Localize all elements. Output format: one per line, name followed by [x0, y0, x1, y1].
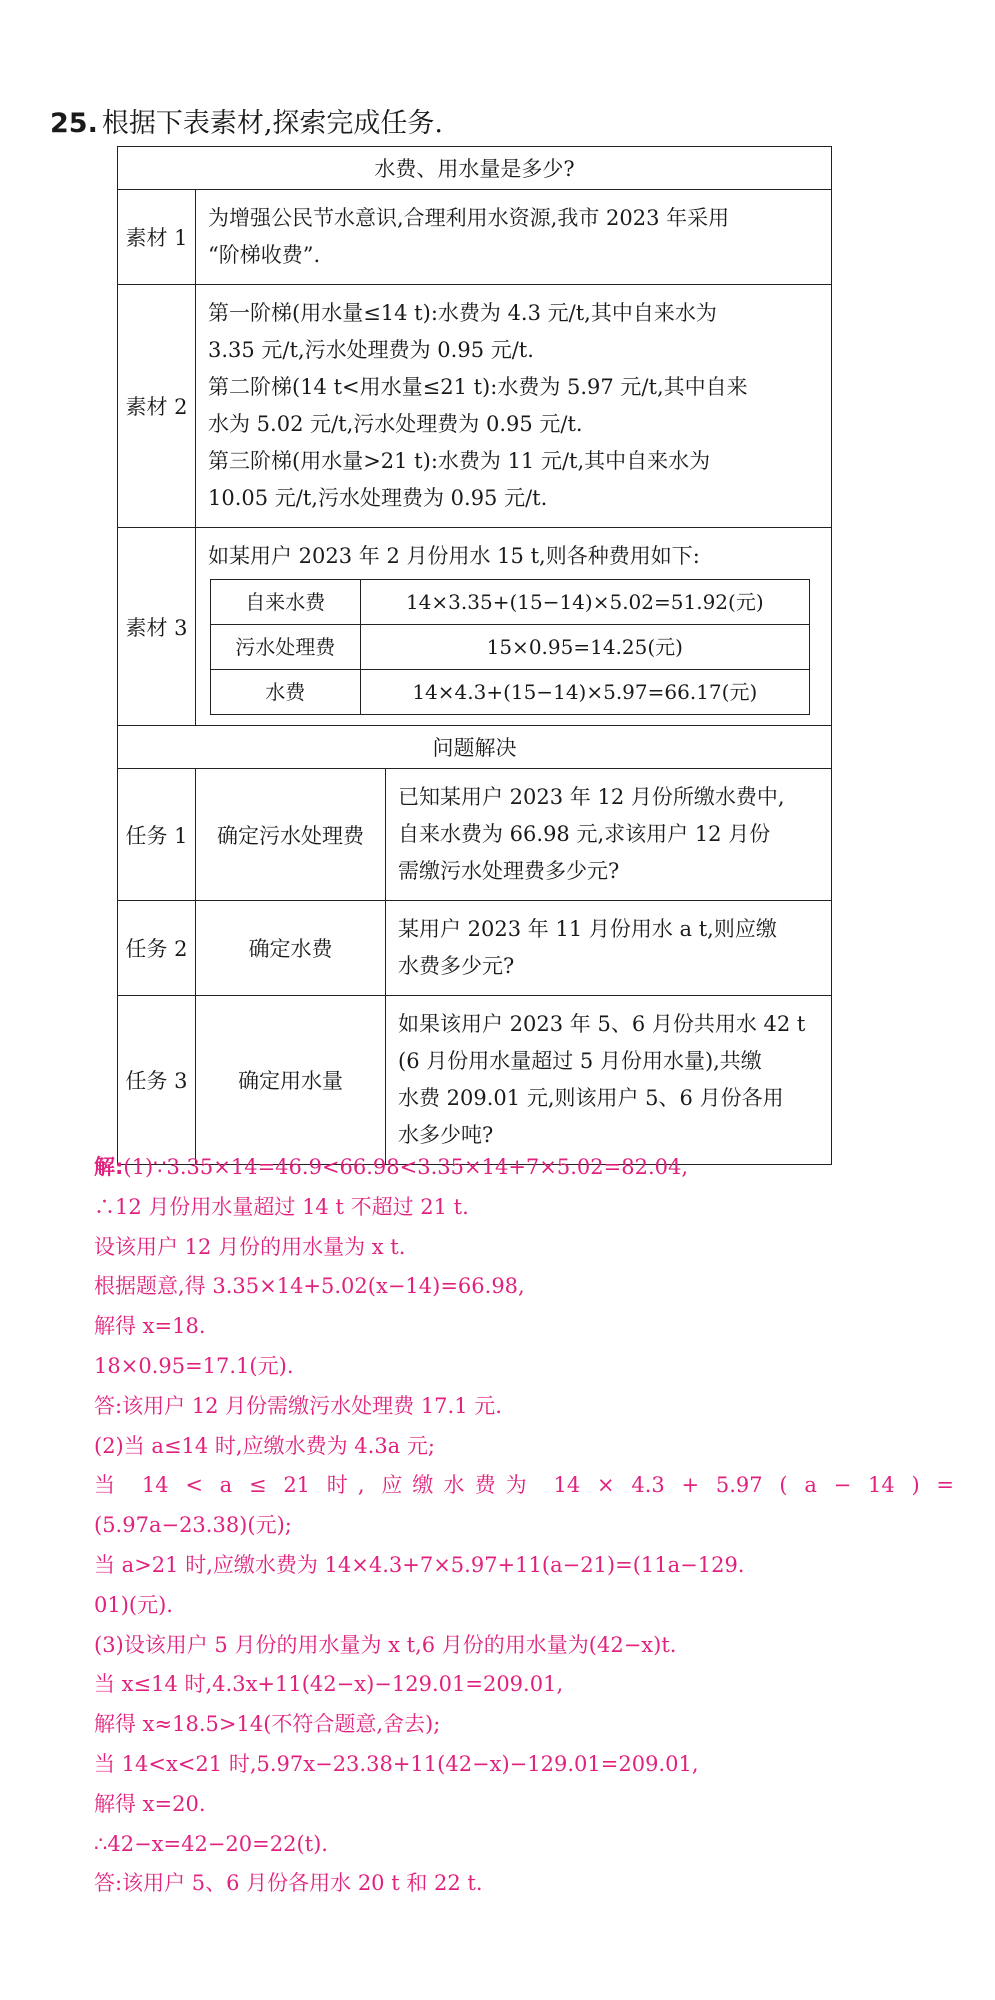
material-content-2	[196, 285, 832, 528]
task-label-2: 任务 2	[118, 901, 196, 996]
fee-name: 自来水费	[211, 580, 361, 625]
solution-line: 根据题意,得 3.35×14+5.02(x−14)=66.98,	[94, 1274, 525, 1299]
table-title: 水费、用水量是多少?	[118, 147, 832, 190]
task-name-3: 确定用水量	[196, 996, 386, 1165]
material-row-2	[118, 285, 832, 528]
solution-line: 答:该用户 5、6 月份各用水 20 t 和 22 t.	[94, 1871, 483, 1896]
material-2-line: 3.35 元/t,污水处理费为 0.95 元/t.	[208, 338, 534, 362]
material-2-line: 第一阶梯(用水量≤14 t):水费为 4.3 元/t,其中自来水为	[208, 301, 717, 325]
material-label-3: 素材 3	[118, 528, 196, 726]
fee-name: 污水处理费	[211, 625, 361, 670]
material-content-3	[196, 528, 832, 726]
task-3-line: 水多少吨?	[398, 1123, 494, 1147]
material-3-intro: 如某用户 2023 年 2 月份用水 15 t,则各种费用如下:	[208, 544, 700, 568]
solution-line: 解得 x=20.	[94, 1791, 206, 1816]
task-label-3: 任务 3	[118, 996, 196, 1165]
problem-header-row	[118, 726, 832, 769]
solution-line: 当 14<x<21 时,5.97x−23.38+11(42−x)−129.01=209.01,	[94, 1751, 699, 1776]
task-2-line: 水费多少元?	[398, 954, 515, 978]
task-3-line: (6 月份用水量超过 5 月份用水量),共缴	[398, 1049, 762, 1073]
fee-formula: 14×3.35+(15−14)×5.02=51.92(元)	[360, 580, 809, 625]
solution-line: (5.97a−23.38)(元);	[94, 1513, 292, 1538]
fee-name: 水费	[211, 670, 361, 715]
solution-label: 解:	[94, 1155, 124, 1179]
fee-row	[211, 670, 810, 715]
fee-row	[211, 625, 810, 670]
material-2-line: 10.05 元/t,污水处理费为 0.95 元/t.	[208, 486, 548, 510]
material-2-line: 水为 5.02 元/t,污水处理费为 0.95 元/t.	[208, 412, 583, 436]
task-content-2	[386, 901, 832, 996]
task-3-line: 如果该用户 2023 年 5、6 月份共用水 42 t	[398, 1012, 806, 1036]
question-prompt: 根据下表素材,探索完成任务.	[101, 108, 444, 139]
materials-table	[117, 146, 832, 1165]
solution-line: 解得 x=18.	[94, 1314, 206, 1339]
solution-line: 01)(元).	[94, 1592, 173, 1617]
solution-line: 当 a>21 时,应缴水费为 14×4.3+7×5.97+11(a−21)=(11a−129.	[94, 1552, 745, 1577]
solution-line: 解得 x≈18.5>14(不符合题意,舍去);	[94, 1712, 441, 1737]
material-1-line: “阶梯收费”.	[208, 243, 321, 267]
material-1-line: 为增强公民节水意识,合理利用水资源,我市 2023 年采用	[208, 206, 730, 230]
task-row-2	[118, 901, 832, 996]
table-header-row	[118, 147, 832, 190]
solution-line	[94, 1148, 954, 1188]
material-label-1: 素材 1	[118, 190, 196, 285]
solution-line: 18×0.95=17.1(元).	[94, 1353, 294, 1378]
solution-line: 当 14 < a ≤ 21 时, 应缴水费为 14 × 4.3 + 5.97 ( a − 14 ) =	[94, 1473, 954, 1498]
task-row-3	[118, 996, 832, 1165]
solution-block	[94, 1148, 954, 1904]
fee-table	[210, 579, 810, 715]
material-row-1	[118, 190, 832, 285]
task-content-3	[386, 996, 832, 1165]
task-1-line: 已知某用户 2023 年 12 月份所缴水费中,	[398, 785, 785, 809]
material-2-line: 第二阶梯(14 t<用水量≤21 t):水费为 5.97 元/t,其中自来	[208, 375, 748, 399]
task-name-1: 确定污水处理费	[196, 769, 386, 901]
question-title	[50, 104, 443, 144]
solution-line: 设该用户 12 月份的用水量为 x t.	[94, 1234, 406, 1259]
material-row-3	[118, 528, 832, 726]
task-row-1	[118, 769, 832, 901]
question-number: 25.	[50, 108, 98, 139]
solution-line: ∴12 月份用水量超过 14 t 不超过 21 t.	[94, 1194, 469, 1219]
solution-line: (3)设该用户 5 月份的用水量为 x t,6 月份的用水量为(42−x)t.	[94, 1632, 677, 1657]
solution-line: ∴42−x=42−20=22(t).	[94, 1831, 328, 1856]
task-content-1	[386, 769, 832, 901]
fee-formula: 14×4.3+(15−14)×5.97=66.17(元)	[360, 670, 809, 715]
task-name-2: 确定水费	[196, 901, 386, 996]
fee-row	[211, 580, 810, 625]
task-3-line: 水费 209.01 元,则该用户 5、6 月份各用	[398, 1086, 784, 1110]
fee-formula: 15×0.95=14.25(元)	[360, 625, 809, 670]
material-2-line: 第三阶梯(用水量>21 t):水费为 11 元/t,其中自来水为	[208, 449, 711, 473]
material-label-2: 素材 2	[118, 285, 196, 528]
task-1-line: 自来水费为 66.98 元,求该用户 12 月份	[398, 822, 771, 846]
problem-header: 问题解决	[118, 726, 832, 769]
solution-line-text: (1)∵3.35×14=46.9<66.98<3.35×14+7×5.02=82.04,	[123, 1155, 689, 1179]
material-content-1	[196, 190, 832, 285]
solution-line: (2)当 a≤14 时,应缴水费为 4.3a 元;	[94, 1433, 435, 1458]
task-label-1: 任务 1	[118, 769, 196, 901]
task-1-line: 需缴污水处理费多少元?	[398, 859, 620, 883]
solution-line: 当 x≤14 时,4.3x+11(42−x)−129.01=209.01,	[94, 1672, 564, 1697]
task-2-line: 某用户 2023 年 11 月份用水 a t,则应缴	[398, 917, 777, 941]
solution-line: 答:该用户 12 月份需缴污水处理费 17.1 元.	[94, 1393, 502, 1418]
